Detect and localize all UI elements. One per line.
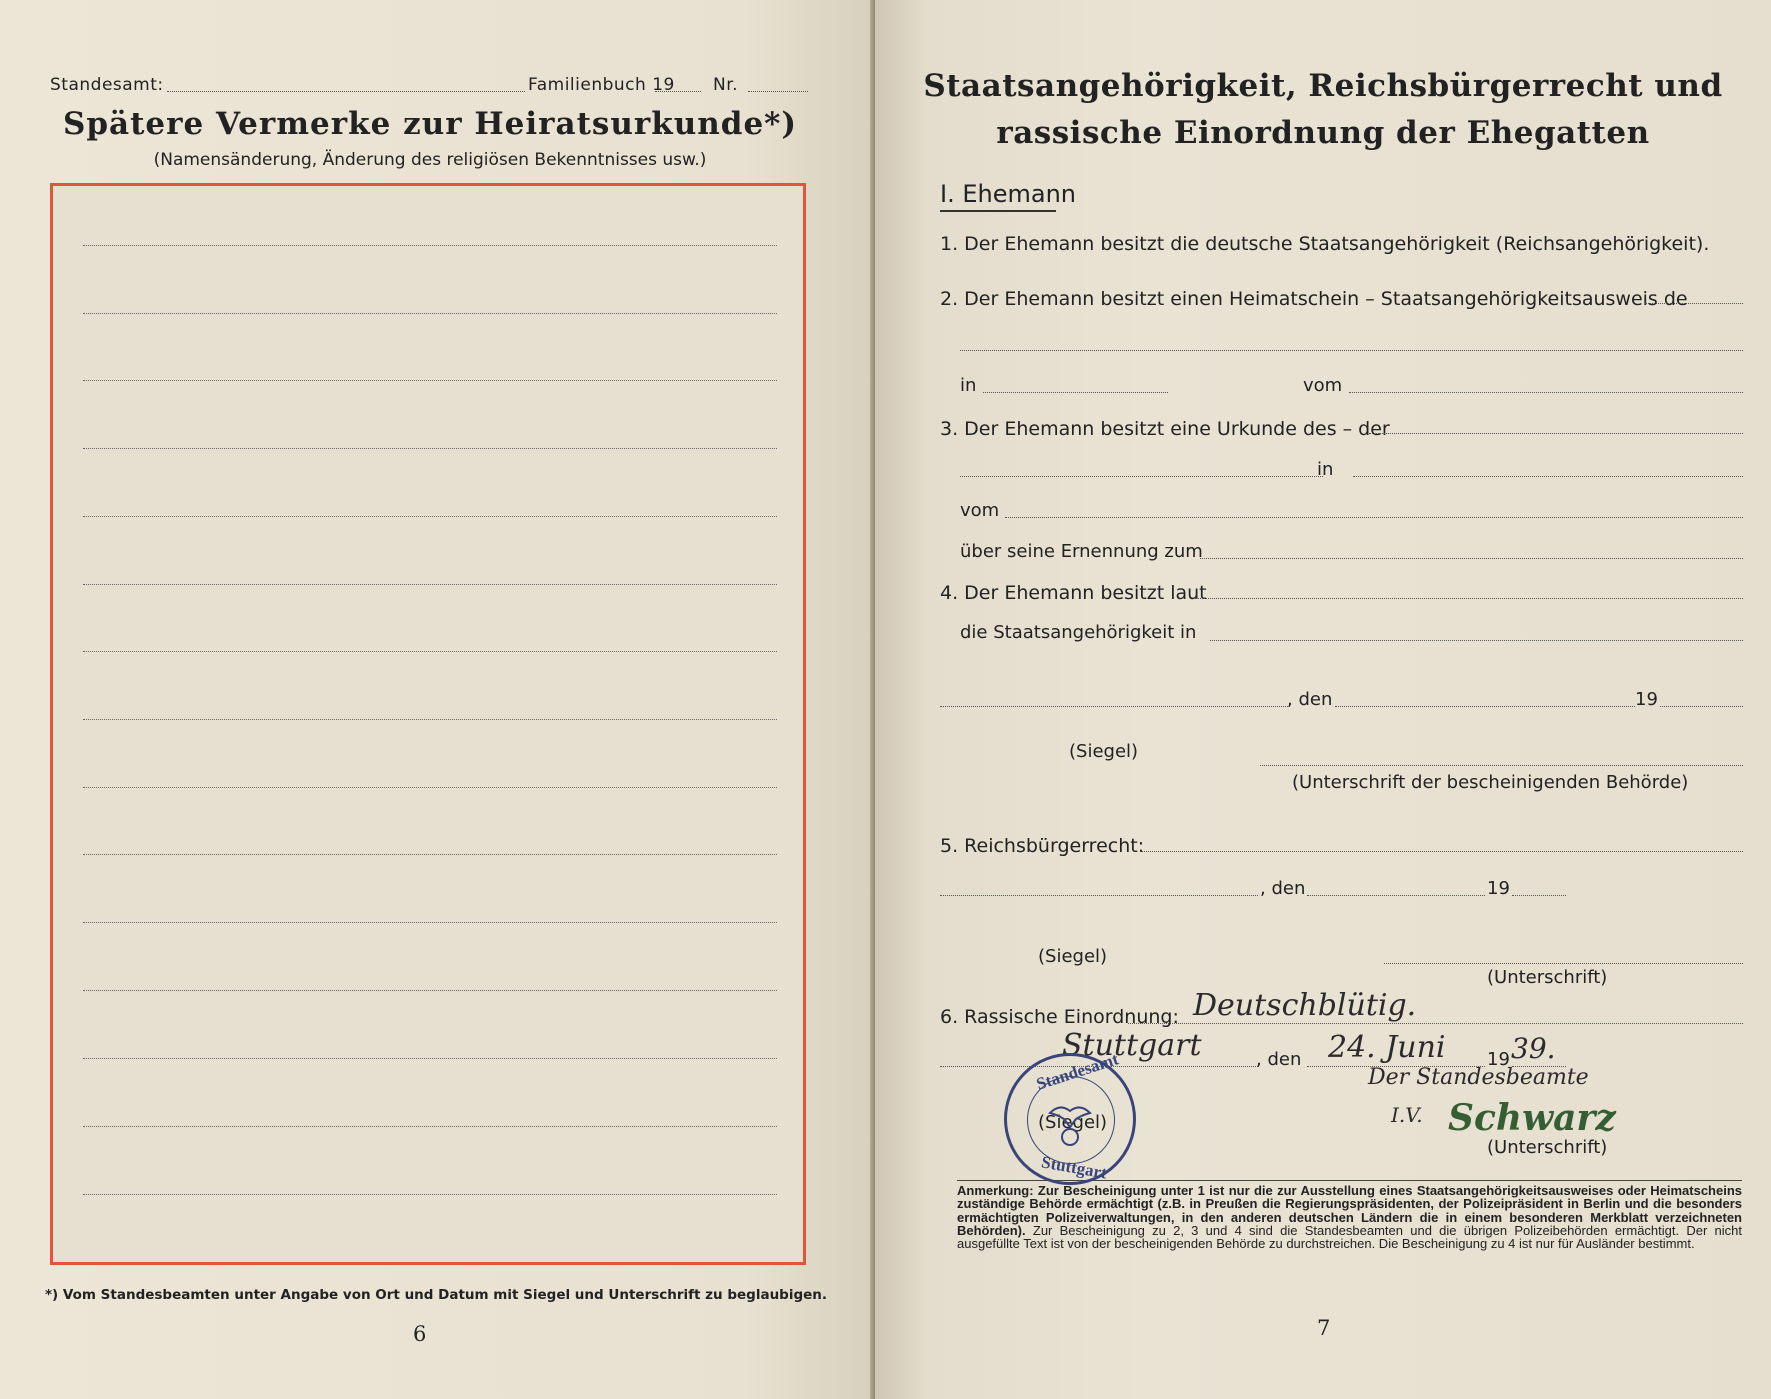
section-heading: I. Ehemann: [940, 180, 1076, 208]
year-prefix: 19: [1635, 689, 1658, 710]
page-subtitle: (Namensänderung, Änderung des religiösen Bekenntnisses usw.): [153, 150, 707, 170]
vom-label: vom: [1303, 375, 1343, 396]
den-label-2: , den: [1260, 878, 1306, 899]
date-field-5[interactable]: [1307, 895, 1485, 896]
item-6: 6. Rassische Einordnung:: [940, 1006, 1179, 1028]
ernennung-field[interactable]: [1200, 558, 1743, 559]
annotation-note: [957, 1184, 1742, 1250]
year-field-5[interactable]: [1512, 895, 1566, 896]
item-1: 1. Der Ehemann besitzt die deutsche Staatsangehörigkeit (Reichsangehörigkeit).: [940, 233, 1710, 255]
item-4: 4. Der Ehemann besitzt laut: [940, 582, 1207, 604]
stamp-bottom-text: Stuttgart: [1039, 1152, 1109, 1183]
note-line[interactable]: [83, 922, 777, 923]
note-line[interactable]: [83, 787, 777, 788]
nr-field[interactable]: [748, 91, 808, 92]
note-line[interactable]: [83, 313, 777, 314]
stamp-top-text: Standesamt: [1033, 1049, 1121, 1094]
note-line[interactable]: [83, 448, 777, 449]
note-line[interactable]: [83, 990, 777, 991]
official-stamp: [1004, 1049, 1136, 1185]
note-line[interactable]: [83, 651, 777, 652]
date-handwritten: 24. Juni: [1328, 1030, 1446, 1065]
unterschrift-label-2: (Unterschrift): [1487, 1137, 1608, 1158]
familienbuch-label: Familienbuch 19: [528, 75, 675, 95]
note-line[interactable]: [83, 245, 777, 246]
nr-label: Nr.: [713, 75, 739, 95]
annotation-note-bold: Anmerkung: Zur Bescheinigung unter 1 ist nur die zur Ausstellung eines Staatsangehörigkeitsausweises oder Heimatscheins zuständige Behörde ermächtigt (z.B. in Preußen die Regierungspräsidenten, der Polizeipräsident in Berlin und die besonders ermächtigten Polizeiverwaltungen, in den anderen deutschen Ländern die in einem besonderen Merkblatt verzeichneten Behörden).: [957, 1183, 1742, 1238]
item-5: 5. Reichsbürgerrecht:: [940, 835, 1145, 857]
item-2-field-line[interactable]: [960, 350, 1743, 351]
item-3-field[interactable]: [1369, 433, 1743, 434]
siegel-label: (Siegel): [1069, 741, 1139, 762]
in-field[interactable]: [983, 392, 1168, 393]
note-line[interactable]: [83, 1058, 777, 1059]
item-6-field[interactable]: [1128, 1023, 1743, 1024]
note-line[interactable]: [83, 516, 777, 517]
annotation-note-regular: Zur Bescheinigung zu 2, 3 und 4 sind die Standesbeamten und die übrigen Polizeibehörden ermächtigt. Der nicht ausgefüllte Text ist von der bescheinigenden Behörde zu durchstreichen. Die Bescheinigung zu 4 ist nur für Ausländer bestimmt.: [957, 1222, 1742, 1252]
year-field-4[interactable]: [1660, 706, 1743, 707]
right-page: [875, 0, 1771, 1399]
item-3-field-line[interactable]: [960, 476, 1323, 477]
note-line[interactable]: [83, 1194, 777, 1195]
note-line[interactable]: [83, 854, 777, 855]
signature-title-handwritten: Der Standesbeamte: [1368, 1065, 1589, 1090]
den-label: , den: [1287, 689, 1333, 710]
unterschrift-label: (Unterschrift): [1487, 967, 1608, 988]
signature-iv-handwritten: I.V.: [1391, 1103, 1423, 1127]
siegel-label-3: (Siegel): [1038, 1112, 1108, 1133]
place-field-4[interactable]: [940, 706, 1288, 707]
notes-box: [50, 183, 806, 1265]
den-label-3: , den: [1256, 1049, 1302, 1070]
vom-label-2: vom: [960, 500, 1000, 521]
page-number-right: 7: [1317, 1316, 1331, 1340]
place-handwritten: Stuttgart: [1062, 1028, 1202, 1063]
unterschrift-behoerde-label: (Unterschrift der bescheinigenden Behörde): [1292, 772, 1689, 793]
standesamt-field[interactable]: [167, 91, 525, 92]
section-underline: [940, 210, 1056, 212]
note-line[interactable]: [83, 584, 777, 585]
item-2: 2. Der Ehemann besitzt einen Heimatschein – Staatsangehörigkeitsausweis de: [940, 288, 1688, 310]
item-6-handwritten: Deutschblütig.: [1193, 988, 1417, 1023]
item-2-field[interactable]: [1645, 303, 1743, 304]
vom-field[interactable]: [1349, 392, 1743, 393]
in-label: in: [960, 375, 977, 396]
form-title-line1: Staatsangehörigkeit, Reichsbürgerrecht und: [923, 68, 1723, 104]
signature-field-4[interactable]: [1260, 765, 1743, 766]
familienbuch-year-field[interactable]: [655, 91, 701, 92]
page-number-left: 6: [413, 1322, 427, 1346]
signature-handwritten: Schwarz: [1448, 1097, 1616, 1139]
staatsang-in-label: die Staatsangehörigkeit in: [960, 622, 1197, 643]
place-field-5[interactable]: [940, 895, 1258, 896]
signature-field-5[interactable]: [1384, 963, 1743, 964]
item-3: 3. Der Ehemann besitzt eine Urkunde des – der: [940, 418, 1390, 440]
vom-field-2[interactable]: [1005, 517, 1743, 518]
year-prefix-2: 19: [1487, 878, 1510, 899]
item-4-field[interactable]: [1195, 598, 1743, 599]
staatsang-in-field[interactable]: [1210, 640, 1743, 641]
in-field-2[interactable]: [1353, 476, 1743, 477]
standesamt-label: Standesamt:: [50, 75, 164, 95]
left-page: [0, 0, 875, 1399]
footnote: *) Vom Standesbeamten unter Angabe von Ort und Datum mit Siegel und Unterschrift zu beglaubigen.: [45, 1287, 828, 1303]
in-label-2: in: [1317, 459, 1334, 480]
page-title: Spätere Vermerke zur Heiratsurkunde*): [62, 106, 798, 142]
year-prefix-3: 19: [1487, 1049, 1510, 1070]
note-line[interactable]: [83, 380, 777, 381]
form-title-line2: rassische Einordnung der Ehegatten: [996, 115, 1650, 151]
note-line[interactable]: [83, 1126, 777, 1127]
note-line[interactable]: [83, 719, 777, 720]
ernennung-label: über seine Ernennung zum: [960, 541, 1203, 562]
year-handwritten: 39.: [1511, 1032, 1556, 1065]
siegel-label-2: (Siegel): [1038, 946, 1108, 967]
date-field-4[interactable]: [1335, 706, 1635, 707]
item-5-field[interactable]: [1140, 851, 1743, 852]
